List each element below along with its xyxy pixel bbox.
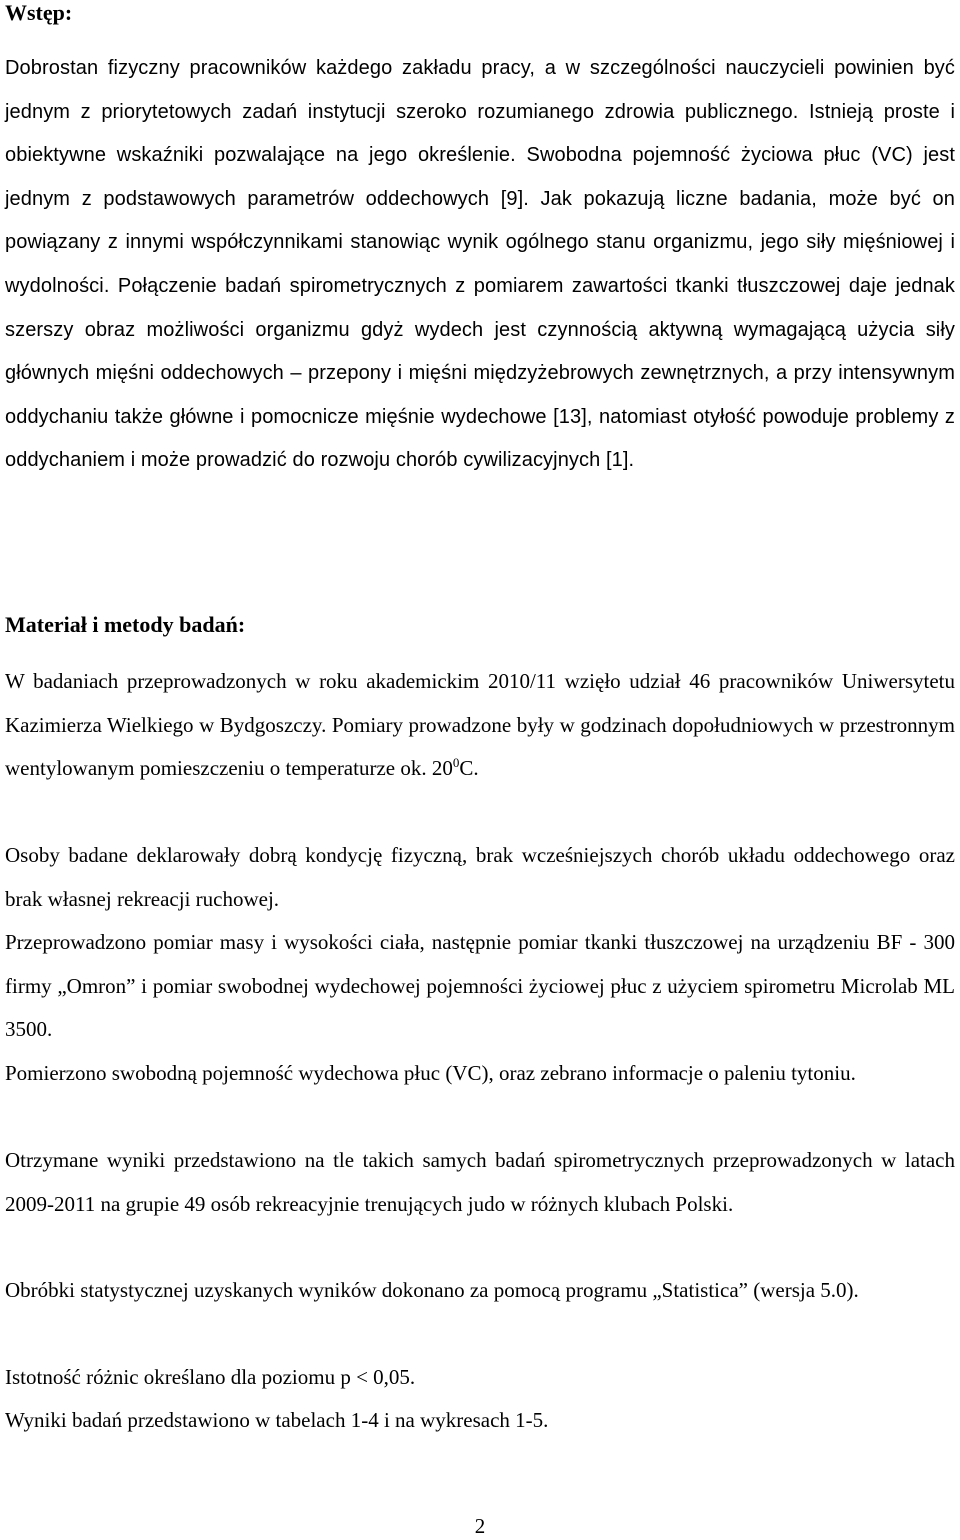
methods-paragraph-3: Przeprowadzono pomiar masy i wysokości ciała, następnie pomiar tkanki tłuszczowej na urządzeniu BF - 300 firmy „Omron” i pomiar swobodnej wydechowej pojemności życiowej płuc z użyciem spirometru Microlab ML 3500. xyxy=(5,930,955,1042)
section-heading-intro: Wstęp: xyxy=(5,0,73,25)
methods-paragraph-1-text: W badaniach przeprowadzonych w roku akademickim 2010/11 wzięło udział 46 pracowników Uniwersytetu Kazimierza Wielkiego w Bydgoszczy. Pomiary prowadzone były w godzinach dopołudniowych w przestronnym wentylowanym pomieszczeniu o temperaturze ok. 20 xyxy=(5,669,955,781)
methods-paragraph-2: Osoby badane deklarowały dobrą kondycję fizyczną, brak wcześniejszych chorób układu oddechowego oraz brak własnej rekreacji ruchowej. xyxy=(5,843,955,911)
methods-paragraph-8: Wyniki badań przedstawiono w tabelach 1-4 i na wykresach 1-5. xyxy=(5,1408,549,1432)
methods-paragraph-1 xyxy=(5,660,955,791)
methods-paragraph-6: Obróbki statystycznej uzyskanych wyników dokonano za pomocą programu „Statistica” (wersja 5.0). xyxy=(5,1278,859,1302)
methods-paragraph-1-tail: C. xyxy=(459,756,479,781)
methods-paragraph-7: Istotność różnic określano dla poziomu p < 0,05. xyxy=(5,1365,416,1389)
degree-superscript: 0 xyxy=(452,755,460,771)
section-heading-methods: Materiał i metody badań: xyxy=(5,612,246,637)
intro-paragraph: Dobrostan fizyczny pracowników każdego zakładu pracy, a w szczególności nauczycieli powinien być jednym z priorytetowych zadań instytucji szeroko rozumianego zdrowia publicznego. Istnieją proste i obiektywne wskaźniki pozwalające na jego określenie. Swobodna pojemność życiowa płuc (VC) jest jednym z podstawowych parametrów oddechowych [9]. Jak pokazują liczne badania, może być on powiązany z innymi współczynnikami stanowiąc wynik ogólnego stanu organizmu, jego siły mięśniowej i wydolności. Połączenie badań spirometrycznych z pomiarem zawartości tkanki tłuszczowej daje jednak szerszy obraz możliwości organizmu gdyż wydech jest czynnością aktywną wymagającą użycia siły głównych mięśni oddechowych – przepony i mięśni międzyżebrowych zewnętrznych, a przy intensywnym oddychaniu także główne i pomocnicze mięśnie wydechowe [13], natomiast otyłość powoduje problemy z oddychaniem i może prowadzić do rozwoju chorób cywilizacyjnych [1]. xyxy=(5,57,955,472)
page-number: 2 xyxy=(474,1514,486,1538)
methods-paragraph-5: Otrzymane wyniki przedstawiono na tle takich samych badań spirometrycznych przeprowadzonych w latach 2009-2011 na grupie 49 osób rekreacyjnie trenujących judo w różnych klubach Polski. xyxy=(5,1148,955,1216)
methods-paragraph-4: Pomierzono swobodną pojemność wydechowa płuc (VC), oraz zebrano informacje o paleniu tytoniu. xyxy=(5,1061,856,1085)
